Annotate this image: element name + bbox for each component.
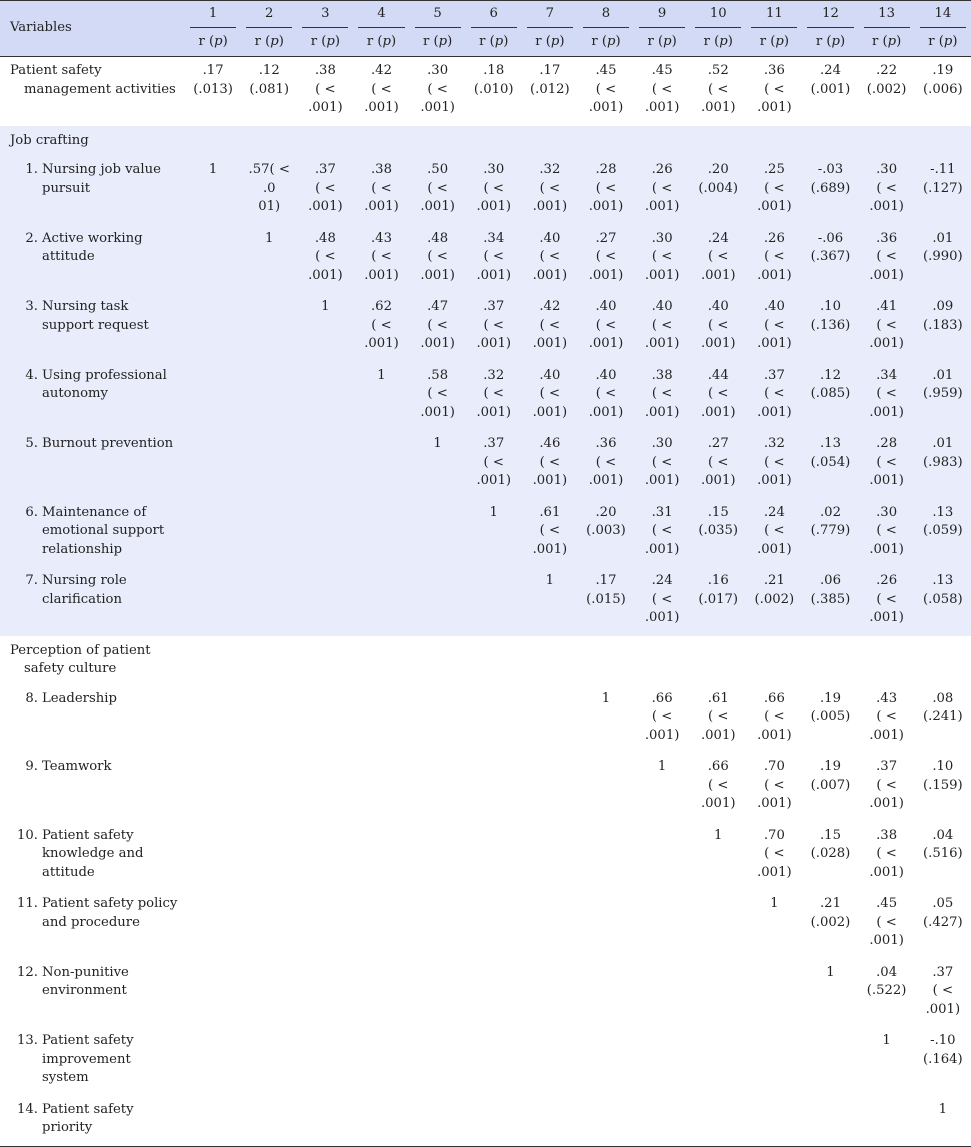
table-row bbox=[0, 685, 971, 754]
table-cell: .24 ( < .001) bbox=[690, 225, 746, 294]
table-cell bbox=[634, 822, 690, 891]
table-cell bbox=[466, 959, 522, 1028]
table-cell bbox=[578, 822, 634, 891]
table-cell bbox=[746, 1096, 802, 1147]
table-cell: .18 (.010) bbox=[473, 63, 514, 97]
table-cell: .34 ( < .001) bbox=[466, 225, 522, 294]
table-cell: .36 ( < .001) bbox=[859, 225, 915, 294]
table-cell: .62 ( < .001) bbox=[353, 293, 409, 362]
variable-label: 9. Teamwork bbox=[25, 759, 112, 774]
table-cell bbox=[578, 1027, 634, 1096]
table-cell: -.11 (.127) bbox=[915, 156, 971, 225]
column-number: 10 bbox=[695, 5, 741, 29]
table-cell bbox=[241, 362, 297, 431]
table-cell bbox=[241, 293, 297, 362]
table-row bbox=[0, 890, 971, 959]
column-subheader-2: r (p) bbox=[241, 29, 297, 57]
column-subheader-5: r (p) bbox=[410, 29, 466, 57]
table-cell: .26 ( < .001) bbox=[634, 156, 690, 225]
table-cell bbox=[522, 890, 578, 959]
column-number: 14 bbox=[920, 5, 966, 29]
table-cell: 1 bbox=[297, 293, 353, 362]
table-cell bbox=[297, 362, 353, 431]
table-cell bbox=[466, 1096, 522, 1147]
table-cell bbox=[410, 1027, 466, 1096]
table-cell: .40 ( < .001) bbox=[522, 362, 578, 431]
table-cell: .26 ( < .001) bbox=[859, 567, 915, 636]
column-subheader-3: r (p) bbox=[297, 29, 353, 57]
table-cell bbox=[185, 959, 241, 1028]
table-cell: .38 ( < .001) bbox=[353, 156, 409, 225]
table-cell: .40 ( < .001) bbox=[746, 293, 802, 362]
table-cell bbox=[353, 822, 409, 891]
table-cell bbox=[297, 1096, 353, 1147]
table-cell: .52 ( < .001) bbox=[700, 63, 736, 115]
table-cell bbox=[185, 362, 241, 431]
table-cell bbox=[578, 1096, 634, 1147]
table-cell: 1 bbox=[714, 827, 723, 843]
column-subheader-7: r (p) bbox=[522, 29, 578, 57]
table-row bbox=[0, 362, 971, 431]
column-number: 6 bbox=[471, 5, 517, 29]
table-cell: .45 ( < .001) bbox=[644, 63, 680, 115]
table-cell: .45 ( < .001) bbox=[869, 896, 904, 948]
table-cell: .47 ( < .001) bbox=[410, 293, 466, 362]
table-cell: 1 bbox=[938, 1101, 948, 1117]
section-header-row bbox=[0, 126, 971, 157]
table-cell: 1 bbox=[882, 1033, 891, 1048]
table-cell: .01 (.983) bbox=[915, 430, 971, 499]
table-cell bbox=[353, 753, 409, 822]
table-row bbox=[0, 753, 971, 822]
table-cell: 1 bbox=[353, 362, 409, 431]
variable-label: 12. Non-punitive environment bbox=[17, 964, 129, 998]
table-cell: .37 ( < .001) bbox=[297, 156, 353, 225]
table-cell: 1 bbox=[770, 896, 779, 911]
table-cell bbox=[241, 959, 297, 1028]
table-cell: .05 (.427) bbox=[923, 896, 963, 930]
table-cell: .43 ( < .001) bbox=[869, 690, 904, 743]
table-cell: .40 ( < .001) bbox=[578, 293, 634, 362]
variable-label: 5. Burnout prevention bbox=[0, 430, 185, 499]
table-cell bbox=[466, 890, 522, 959]
table-cell bbox=[353, 430, 409, 499]
table-cell: .66 ( < .001) bbox=[757, 690, 792, 743]
column-number: 12 bbox=[807, 5, 853, 29]
column-number: 8 bbox=[583, 5, 629, 29]
table-cell: .36 ( < .001) bbox=[578, 430, 634, 499]
table-cell: .08 (.241) bbox=[923, 690, 963, 724]
table-cell: .21 (.002) bbox=[810, 896, 851, 930]
table-cell bbox=[241, 1096, 297, 1147]
table-cell: .28 ( < .001) bbox=[859, 430, 915, 499]
table-cell: .38 ( < .001) bbox=[634, 362, 690, 431]
table-cell bbox=[578, 753, 634, 822]
table-cell bbox=[185, 499, 241, 568]
column-subheader-4: r (p) bbox=[353, 29, 409, 57]
table-cell: .44 ( < .001) bbox=[690, 362, 746, 431]
table-cell: 1 bbox=[657, 759, 667, 774]
table-cell bbox=[241, 753, 297, 822]
variable-label: 8. Leadership bbox=[25, 690, 117, 706]
table-cell bbox=[466, 753, 522, 822]
table-cell: .37 ( < .001) bbox=[466, 293, 522, 362]
table-cell: .13 (.058) bbox=[915, 567, 971, 636]
variable-label: 3. Nursing task support request bbox=[0, 293, 185, 362]
bottom-rule bbox=[0, 1146, 971, 1147]
column-subheader-8: r (p) bbox=[578, 29, 634, 57]
table-cell bbox=[578, 959, 634, 1028]
table-cell: .04 (.516) bbox=[923, 827, 963, 861]
table-row bbox=[0, 293, 971, 362]
table-cell bbox=[185, 293, 241, 362]
table-cell bbox=[297, 822, 353, 891]
section-label: Perception of patient safety culture bbox=[10, 642, 151, 676]
column-header-1 bbox=[185, 1, 241, 30]
table-cell bbox=[185, 685, 241, 754]
table-cell bbox=[690, 959, 746, 1028]
table-cell: .24 ( < .001) bbox=[746, 499, 802, 568]
table-cell: -.10 (.164) bbox=[923, 1033, 963, 1067]
column-subheader-9: r (p) bbox=[634, 29, 690, 57]
table-row bbox=[0, 499, 971, 568]
table-cell: .37 ( < .001) bbox=[466, 430, 522, 499]
column-header-8 bbox=[578, 1, 634, 30]
table-row bbox=[0, 57, 971, 126]
table-cell: 1 bbox=[522, 567, 578, 636]
table-cell bbox=[522, 753, 578, 822]
table-cell: .12 (.085) bbox=[802, 362, 858, 431]
table-cell: .12 (.081) bbox=[249, 63, 290, 97]
table-cell: .34 ( < .001) bbox=[859, 362, 915, 431]
table-cell: 1 bbox=[241, 225, 297, 294]
variable-label: 1. Nursing job value pursuit bbox=[0, 156, 185, 225]
table-cell bbox=[185, 890, 241, 959]
table-cell: .16 (.017) bbox=[690, 567, 746, 636]
table-cell: .57( < .0 01) bbox=[241, 156, 297, 225]
variable-label: 13. Patient safety improvement system bbox=[17, 1033, 134, 1085]
table-cell bbox=[746, 959, 802, 1028]
variable-label: 6. Maintenance of emotional support relationship bbox=[0, 499, 185, 568]
table-cell: .26 ( < .001) bbox=[746, 225, 802, 294]
table-cell bbox=[185, 567, 241, 636]
table-cell: .30 ( < .001) bbox=[466, 156, 522, 225]
table-cell: .61 ( < .001) bbox=[700, 690, 736, 743]
table-cell: 1 bbox=[601, 690, 611, 706]
table-cell bbox=[241, 685, 297, 754]
column-number: 11 bbox=[751, 5, 797, 29]
column-header-7 bbox=[522, 1, 578, 30]
table-cell: .04 (.522) bbox=[866, 964, 907, 998]
table-cell: .09 (.183) bbox=[915, 293, 971, 362]
table-cell: .45 ( < .001) bbox=[588, 63, 624, 115]
table-cell: .17 (.015) bbox=[578, 567, 634, 636]
column-number: 2 bbox=[246, 5, 292, 29]
table-cell: .17 (.013) bbox=[193, 63, 233, 97]
table-cell bbox=[353, 499, 409, 568]
table-cell: .24 ( < .001) bbox=[634, 567, 690, 636]
table-cell bbox=[297, 430, 353, 499]
table-cell bbox=[522, 1027, 578, 1096]
table-cell: .40 ( < .001) bbox=[578, 362, 634, 431]
table-cell bbox=[466, 1027, 522, 1096]
table-cell bbox=[802, 1027, 858, 1096]
table-cell: .40 ( < .001) bbox=[690, 293, 746, 362]
column-subheader-10: r (p) bbox=[690, 29, 746, 57]
column-header-4 bbox=[353, 1, 409, 30]
table-cell bbox=[522, 1096, 578, 1147]
column-subheader-1: r (p) bbox=[185, 29, 241, 57]
table-cell bbox=[466, 567, 522, 636]
column-header-12 bbox=[802, 1, 858, 30]
table-cell bbox=[353, 1027, 409, 1096]
table-cell bbox=[297, 890, 353, 959]
variable-label: 4. Using professional autonomy bbox=[0, 362, 185, 431]
table-cell: .37 ( < .001) bbox=[869, 759, 904, 811]
section-header-row bbox=[0, 636, 971, 685]
table-row bbox=[0, 567, 971, 636]
table-cell bbox=[410, 959, 466, 1028]
column-header-11 bbox=[746, 1, 802, 30]
table-cell bbox=[802, 1096, 858, 1147]
table-cell: .37 ( < .001) bbox=[746, 362, 802, 431]
table-cell bbox=[522, 822, 578, 891]
table-cell bbox=[410, 890, 466, 959]
table-cell: 1 bbox=[185, 156, 241, 225]
table-cell: .19 (.007) bbox=[810, 759, 851, 793]
table-cell: .61 ( < .001) bbox=[522, 499, 578, 568]
table-cell bbox=[410, 567, 466, 636]
table-cell: .70 ( < .001) bbox=[757, 759, 792, 811]
column-header-9 bbox=[634, 1, 690, 30]
column-number: 4 bbox=[358, 5, 404, 29]
table-cell: .28 ( < .001) bbox=[578, 156, 634, 225]
table-cell bbox=[241, 890, 297, 959]
table-cell bbox=[241, 499, 297, 568]
column-number: 1 bbox=[190, 5, 236, 29]
table-cell bbox=[297, 1027, 353, 1096]
table-row bbox=[0, 430, 971, 499]
table-header bbox=[0, 1, 971, 57]
column-header-5 bbox=[410, 1, 466, 30]
table-cell: .66 ( < .001) bbox=[644, 690, 680, 743]
table-cell: .38 ( < .001) bbox=[869, 827, 904, 880]
table-cell: .32 ( < .001) bbox=[746, 430, 802, 499]
table-cell: .17 (.012) bbox=[530, 63, 570, 97]
table-cell: .20 (.004) bbox=[690, 156, 746, 225]
table-cell: .24 (.001) bbox=[810, 63, 851, 97]
table-row bbox=[0, 822, 971, 891]
table-cell: .70 ( < .001) bbox=[757, 827, 792, 880]
table-cell: .37 ( < .001) bbox=[925, 964, 961, 1017]
table-cell: .27 ( < .001) bbox=[578, 225, 634, 294]
variable-label: Patient safety management activities bbox=[10, 63, 176, 97]
table-cell bbox=[410, 1096, 466, 1147]
column-header-6 bbox=[466, 1, 522, 30]
table-cell: .02 (.779) bbox=[802, 499, 858, 568]
table-cell: .13 (.054) bbox=[802, 430, 858, 499]
table-cell: .10 (.159) bbox=[923, 759, 963, 793]
table-cell: .30 ( < .001) bbox=[859, 499, 915, 568]
table-cell bbox=[634, 1027, 690, 1096]
table-cell: .20 (.003) bbox=[578, 499, 634, 568]
table-cell bbox=[410, 822, 466, 891]
column-number: 13 bbox=[864, 5, 910, 29]
table-cell: .43 ( < .001) bbox=[353, 225, 409, 294]
table-cell: .15 (.028) bbox=[810, 827, 851, 861]
table-cell: .06 (.385) bbox=[802, 567, 858, 636]
column-number: 5 bbox=[415, 5, 461, 29]
table-cell bbox=[634, 959, 690, 1028]
table-cell: .30 ( < .001) bbox=[859, 156, 915, 225]
section-label: Job crafting bbox=[0, 126, 971, 157]
table-cell bbox=[410, 753, 466, 822]
table-cell: -.06 (.367) bbox=[802, 225, 858, 294]
table-cell bbox=[241, 430, 297, 499]
table-cell: .42 ( < .001) bbox=[522, 293, 578, 362]
table-cell bbox=[185, 1027, 241, 1096]
column-header-3 bbox=[297, 1, 353, 30]
table-cell: .21 (.002) bbox=[746, 567, 802, 636]
column-subheader-6: r (p) bbox=[466, 29, 522, 57]
column-header-2 bbox=[241, 1, 297, 30]
column-subheader-13: r (p) bbox=[859, 29, 915, 57]
table-cell: .01 (.990) bbox=[915, 225, 971, 294]
table-cell bbox=[353, 1096, 409, 1147]
table-cell bbox=[241, 567, 297, 636]
column-number: 7 bbox=[527, 5, 573, 29]
column-subheader-12: r (p) bbox=[802, 29, 858, 57]
table-cell: 1 bbox=[410, 430, 466, 499]
table-cell bbox=[522, 959, 578, 1028]
table-cell: .27 ( < .001) bbox=[690, 430, 746, 499]
table-cell: .15 (.035) bbox=[690, 499, 746, 568]
table-cell bbox=[241, 1027, 297, 1096]
table-row bbox=[0, 156, 971, 225]
table-cell bbox=[185, 822, 241, 891]
column-header-10 bbox=[690, 1, 746, 30]
table-cell bbox=[353, 685, 409, 754]
variable-label: 11. Patient safety policy and procedure bbox=[17, 896, 178, 930]
table-cell bbox=[634, 1096, 690, 1147]
table-cell bbox=[297, 753, 353, 822]
table-cell: .30 ( < .001) bbox=[634, 430, 690, 499]
column-number: 3 bbox=[302, 5, 348, 29]
table-cell bbox=[690, 1027, 746, 1096]
table-cell: .01 (.959) bbox=[915, 362, 971, 431]
table-cell bbox=[578, 890, 634, 959]
table-cell bbox=[185, 225, 241, 294]
table-cell bbox=[185, 430, 241, 499]
table-row bbox=[0, 225, 971, 294]
table-cell: .32 ( < .001) bbox=[522, 156, 578, 225]
variable-label: 14. Patient safety priority bbox=[17, 1101, 134, 1135]
table-cell bbox=[353, 890, 409, 959]
table-cell: .42 ( < .001) bbox=[364, 63, 399, 115]
table-cell: .50 ( < .001) bbox=[410, 156, 466, 225]
table-row bbox=[0, 1027, 971, 1096]
table-cell bbox=[522, 685, 578, 754]
table-cell: .48 ( < .001) bbox=[297, 225, 353, 294]
table-cell bbox=[185, 753, 241, 822]
column-subheader-11: r (p) bbox=[746, 29, 802, 57]
table-cell: .48 ( < .001) bbox=[410, 225, 466, 294]
table-cell: 1 bbox=[826, 964, 835, 980]
table-cell: .31 ( < .001) bbox=[634, 499, 690, 568]
table-cell: .19 (.006) bbox=[923, 63, 963, 97]
table-cell: .40 ( < .001) bbox=[634, 293, 690, 362]
table-body bbox=[0, 57, 971, 1147]
table-cell: 1 bbox=[466, 499, 522, 568]
table-row bbox=[0, 959, 971, 1028]
variables-header: Variables bbox=[0, 1, 185, 57]
table-cell: .30 ( < .001) bbox=[420, 63, 455, 115]
table-cell bbox=[410, 685, 466, 754]
table-cell: -.03 (.689) bbox=[802, 156, 858, 225]
column-header-14 bbox=[915, 1, 971, 30]
table-cell bbox=[466, 685, 522, 754]
table-cell: .19 (.005) bbox=[810, 690, 851, 724]
table-cell bbox=[690, 890, 746, 959]
table-cell: .36 ( < .001) bbox=[757, 63, 792, 115]
variable-label: 2. Active working attitude bbox=[0, 225, 185, 294]
table-cell bbox=[746, 1027, 802, 1096]
table-cell: .58 ( < .001) bbox=[410, 362, 466, 431]
table-cell: .40 ( < .001) bbox=[522, 225, 578, 294]
table-row bbox=[0, 1096, 971, 1147]
table-cell bbox=[466, 822, 522, 891]
table-cell bbox=[859, 1096, 915, 1147]
table-cell: .38 ( < .001) bbox=[308, 63, 343, 115]
table-cell bbox=[353, 567, 409, 636]
column-number: 9 bbox=[639, 5, 685, 29]
table-cell: .22 (.002) bbox=[866, 63, 907, 97]
table-cell: .41 ( < .001) bbox=[859, 293, 915, 362]
table-cell: .66 ( < .001) bbox=[700, 759, 736, 811]
table-cell: .46 ( < .001) bbox=[522, 430, 578, 499]
table-cell bbox=[297, 499, 353, 568]
table-cell: .25 ( < .001) bbox=[746, 156, 802, 225]
column-header-13 bbox=[859, 1, 915, 30]
variable-label: 10. Patient safety knowledge and attitude bbox=[17, 827, 144, 880]
table-cell bbox=[185, 1096, 241, 1147]
table-cell bbox=[634, 890, 690, 959]
table-cell: .13 (.059) bbox=[915, 499, 971, 568]
table-cell bbox=[241, 822, 297, 891]
table-cell: .10 (.136) bbox=[802, 293, 858, 362]
table-cell bbox=[297, 685, 353, 754]
table-cell: .30 ( < .001) bbox=[634, 225, 690, 294]
table-cell bbox=[297, 959, 353, 1028]
table-cell bbox=[297, 567, 353, 636]
variable-label: 7. Nursing role clarification bbox=[0, 567, 185, 636]
table-cell bbox=[353, 959, 409, 1028]
table-cell: .32 ( < .001) bbox=[466, 362, 522, 431]
column-subheader-14: r (p) bbox=[915, 29, 971, 57]
table-cell bbox=[690, 1096, 746, 1147]
table-cell bbox=[410, 499, 466, 568]
